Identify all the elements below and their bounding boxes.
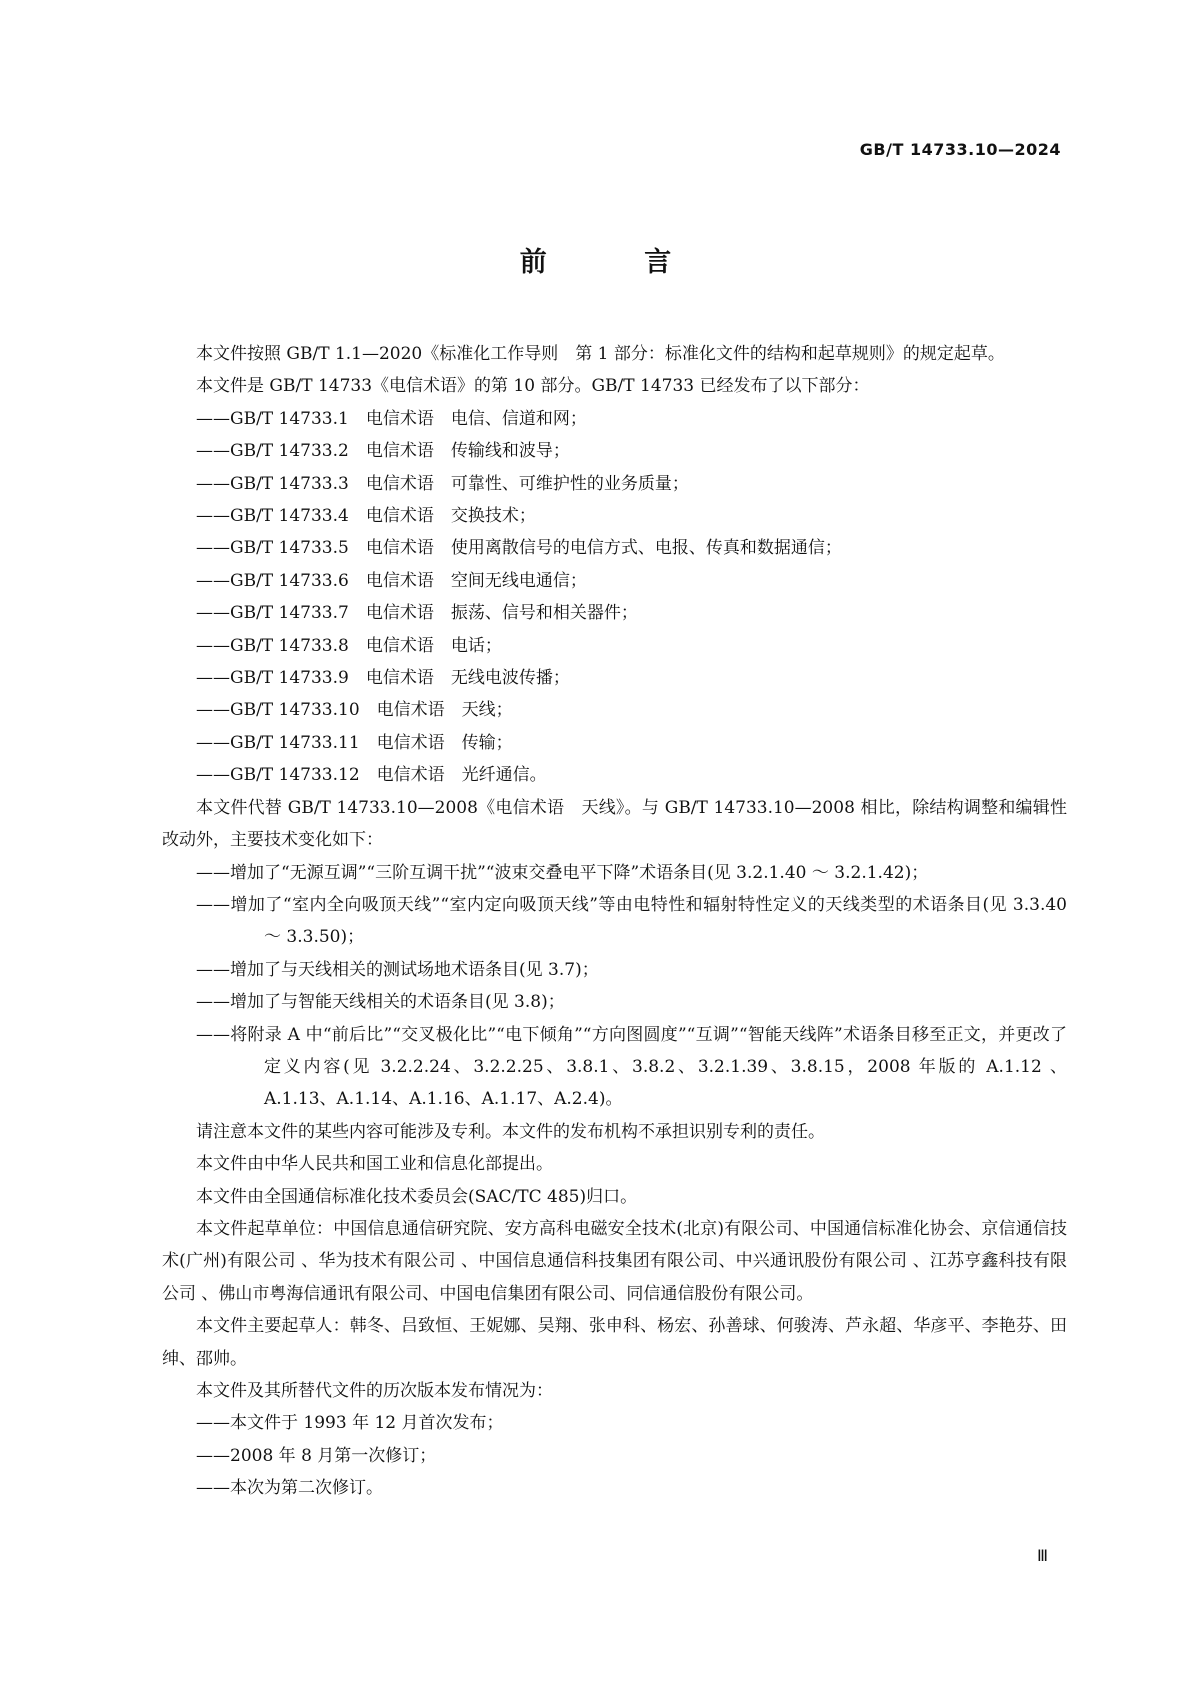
list-item: ——GB/T 14733.6 电信术语 空间无线电通信；: [196, 570, 587, 591]
list-item: ——GB/T 14733.10 电信术语 天线；: [196, 700, 513, 721]
paragraph: 本文件代替 GB/T 14733.10—2008《电信术语 天线》。与 GB/T 14733.10—2008 相比，除结构调整和编辑性改动外，主要技术变化如下：: [162, 797, 1067, 851]
paragraph: 本文件按照 GB/T 1.1—2020《标准化工作导则 第 1 部分：标准化文件的结构和起草规则》的规定起草。: [196, 344, 1005, 364]
list-item: ——GB/T 14733.8 电信术语 电话；: [196, 635, 502, 656]
list-item: ——增加了与天线相关的测试场地术语条目(见 3.7)；: [196, 959, 599, 980]
list-item: ——GB/T 14733.4 电信术语 交换技术；: [196, 506, 536, 527]
paragraph: 本文件起草单位：中国信息通信研究院、安方高科电磁安全技术(北京)有限公司、中国通信标准化协会、京信通信技术(广州)有限公司 、华为技术有限公司 、中国信息通信科技集团有限公司、中兴通讯股份有限公司 、江苏亨鑫科技有限公司 、佛山市粤海信通讯有限公司、中国电信集团有限公司、同信通信股份有限公司。: [162, 1218, 1067, 1304]
paragraph: 本文件是 GB/T 14733《电信术语》的第 10 部分。GB/T 14733 已经发布了以下部分：: [196, 376, 870, 397]
list-item: ——GB/T 14733.1 电信术语 电信、信道和网；: [196, 408, 587, 429]
list-item: ——将附录 A 中“前后比”“交叉极化比”“电下倾角”“方向图圆度”“互调”“智能天线阵”术语条目移至正文，并更改了定义内容(见 3.2.2.24、3.2.2.25、3.8.1、3.8.2、3.2.1.39、3.8.15，2008 年版的 A.1.12 、A.1.13、A.1.14、A.1.16、A.1.17、A.2.4)。: [196, 1024, 1067, 1110]
paragraph: 请注意本文件的某些内容可能涉及专利。本文件的发布机构不承担识别专利的责任。: [196, 1121, 825, 1142]
list-item: ——增加了与智能天线相关的术语条目(见 3.8)；: [196, 992, 565, 1013]
list-item: ——本次为第二次修订。: [196, 1478, 383, 1499]
paragraph: 本文件及其所替代文件的历次版本发布情况为：: [196, 1381, 553, 1401]
list-item: ——GB/T 14733.11 电信术语 传输；: [196, 732, 513, 753]
list-item: ——2008 年 8 月第一次修订；: [196, 1445, 437, 1466]
foreword-body: [162, 338, 1067, 1505]
page-number: Ⅲ: [1037, 1548, 1049, 1565]
page-title: 前 言: [519, 247, 716, 278]
list-item: ——GB/T 14733.12 电信术语 光纤通信。: [196, 765, 547, 786]
list-item: ——GB/T 14733.5 电信术语 使用离散信号的电信方式、电报、传真和数据通信；: [196, 538, 842, 559]
paragraph: 本文件主要起草人：韩冬、吕致恒、王妮娜、吴翔、张申科、杨宏、孙善球、何骏涛、芦永超、华彦平、李艳芬、田绅、邵帅。: [162, 1316, 1067, 1369]
list-item: ——增加了“室内全向吸顶天线”“室内定向吸顶天线”等由电特性和辐射特性定义的天线类型的术语条目(见 3.3.40 ～ 3.3.50)；: [196, 894, 1067, 948]
list-item: ——GB/T 14733.3 电信术语 可靠性、可维护性的业务质量；: [196, 473, 689, 494]
standard-code: GB/T 14733.10—2024: [859, 140, 1061, 159]
list-item: ——增加了“无源互调”“三阶互调干扰”“波束交叠电平下降”术语条目(见 3.2.1.40 ～ 3.2.1.42)；: [196, 862, 929, 883]
list-item: ——GB/T 14733.9 电信术语 无线电波传播；: [196, 668, 570, 689]
paragraph: 本文件由全国通信标准化技术委员会(SAC/TC 485)归口。: [196, 1186, 638, 1207]
list-item: ——GB/T 14733.7 电信术语 振荡、信号和相关器件；: [196, 603, 638, 624]
list-item: ——本文件于 1993 年 12 月首次发布；: [196, 1413, 504, 1434]
list-item: ——GB/T 14733.2 电信术语 传输线和波导；: [196, 441, 570, 462]
paragraph: 本文件由中华人民共和国工业和信息化部提出。: [196, 1154, 553, 1175]
